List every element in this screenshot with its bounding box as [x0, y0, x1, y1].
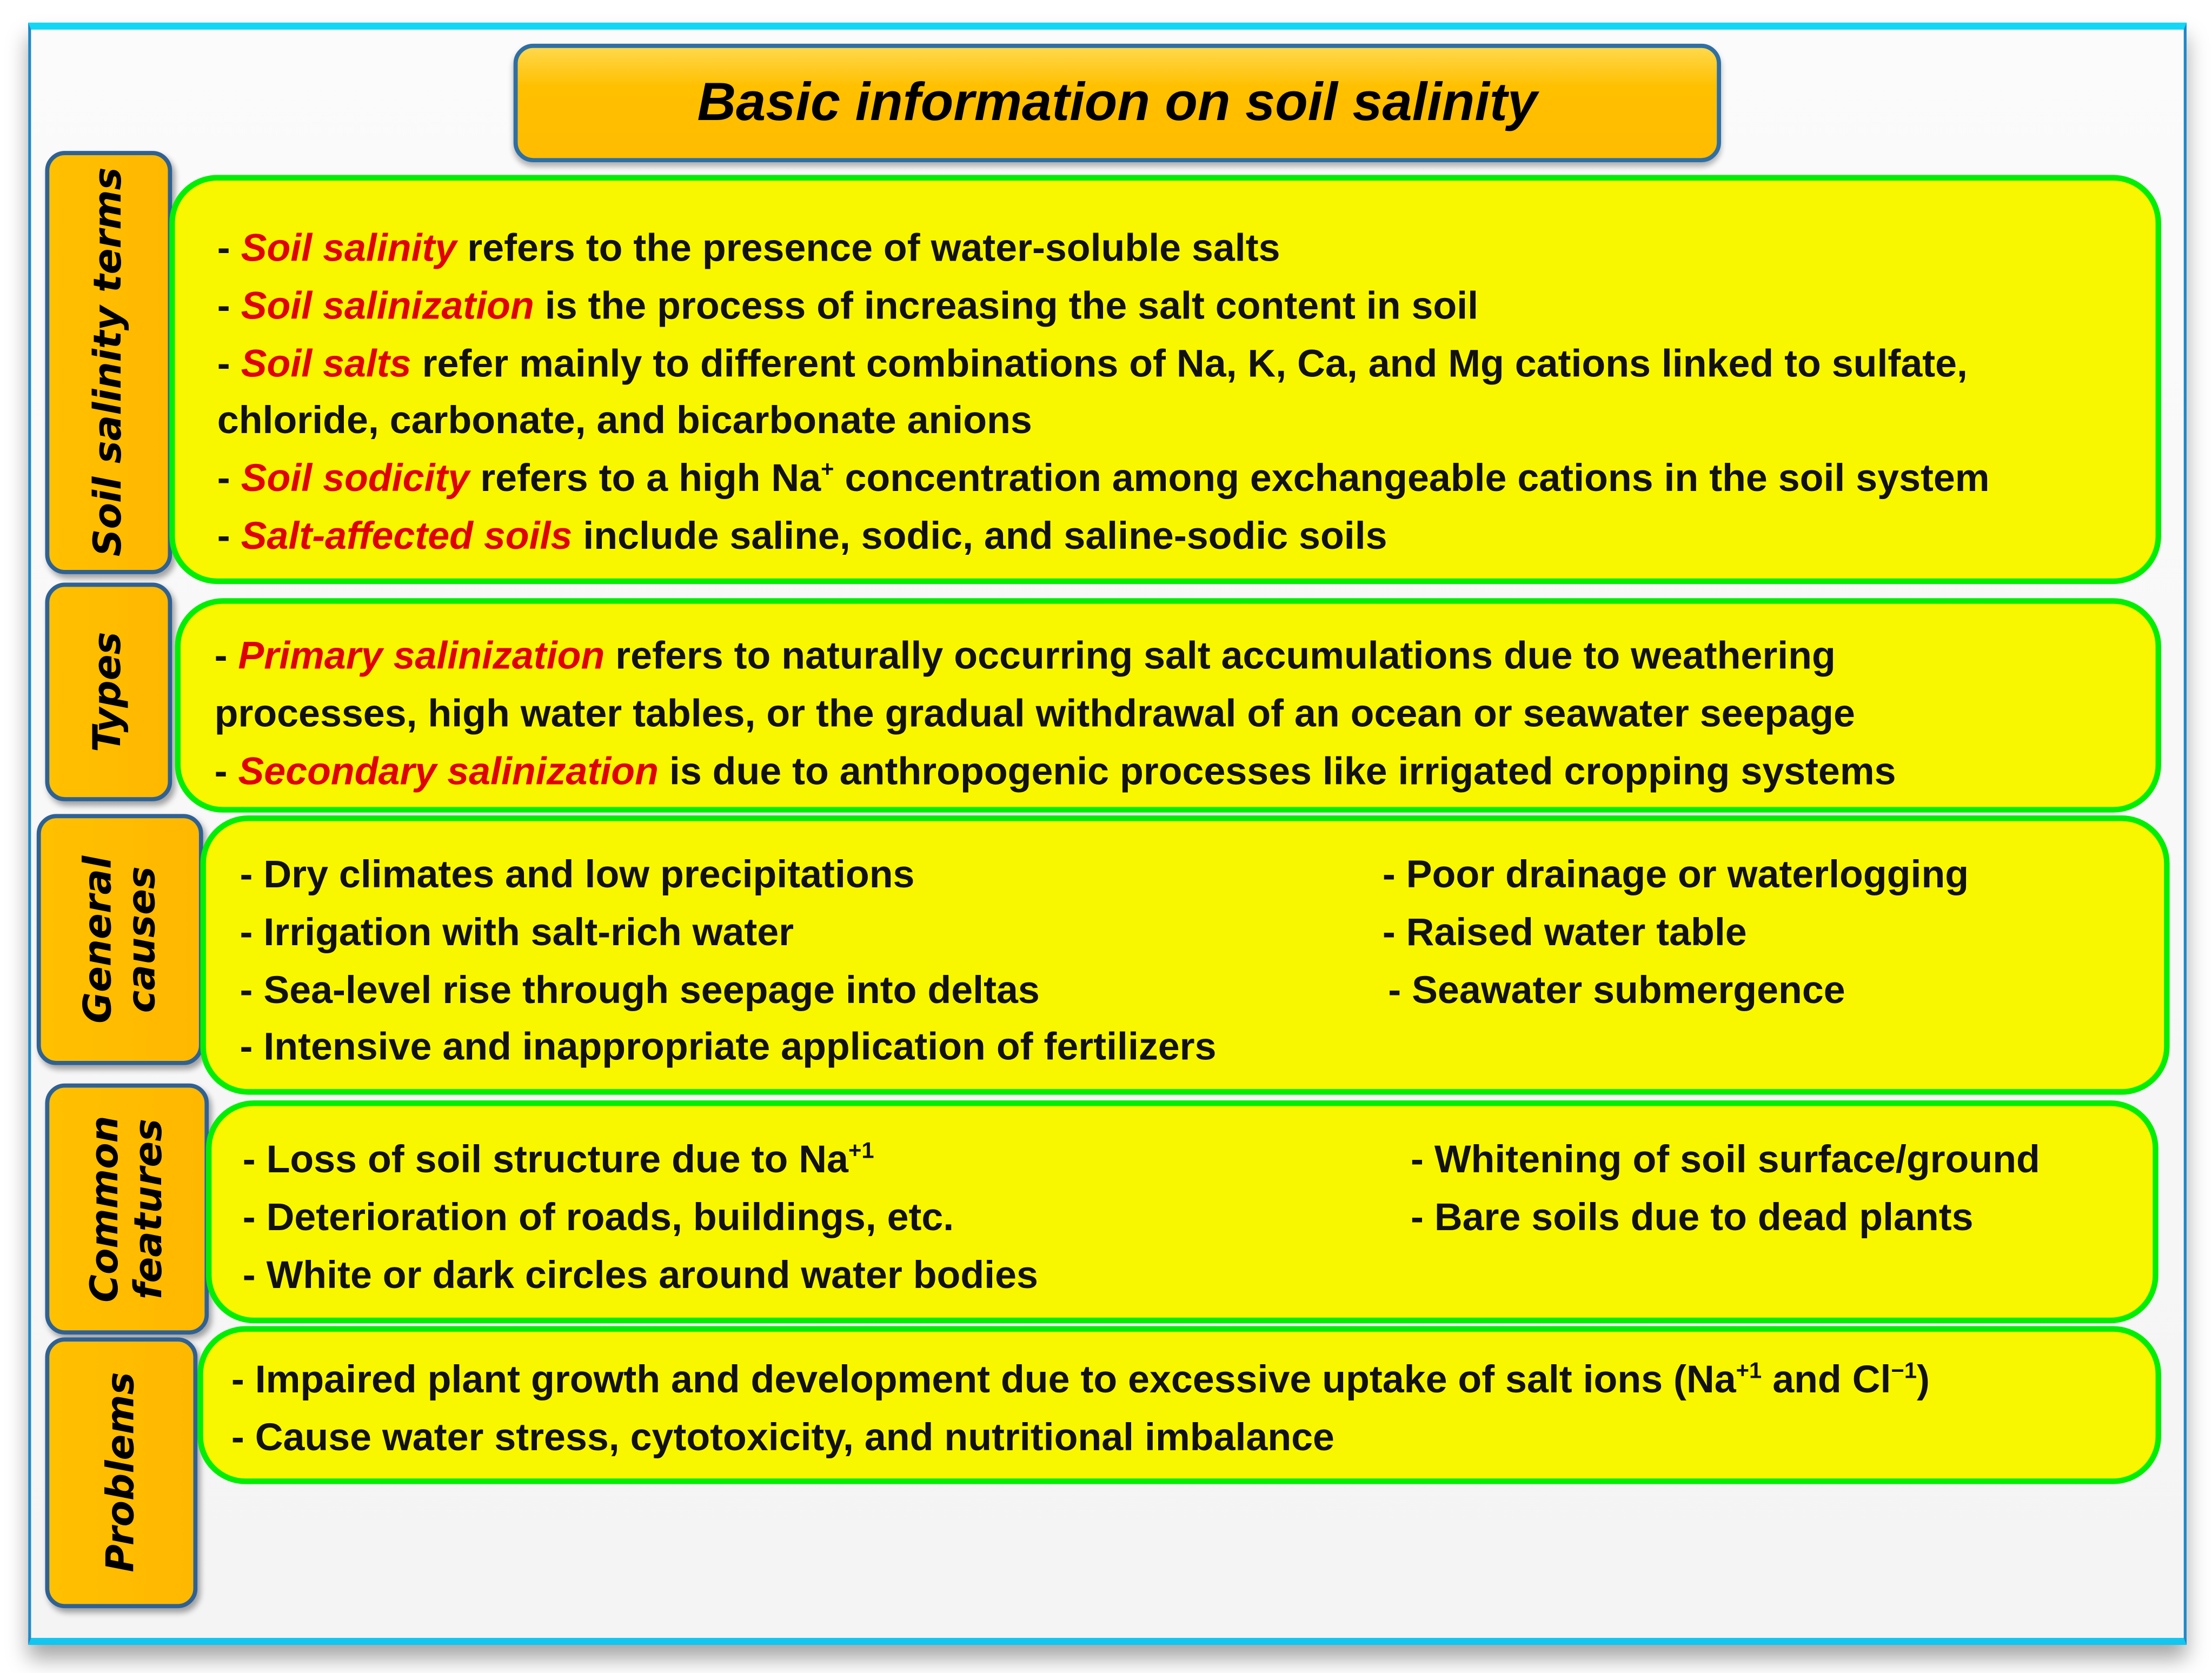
causes-left-column [240, 846, 1217, 1077]
features-left-column [243, 1131, 1038, 1304]
panel-common-features [206, 1100, 2158, 1323]
list-item: - Soil salinization is the process of increasing the salt content in soil [217, 283, 1479, 327]
tab-label: Problems [99, 1372, 143, 1573]
list-item: - Whitening of soil surface/ground [1411, 1137, 2040, 1181]
list-item: - Deterioration of roads, buildings, etc. [242, 1194, 954, 1239]
list-item: - Dry climates and low precipitations [240, 852, 915, 896]
list-item: - Intensive and inappropriate application of fertilizers [240, 1025, 1217, 1069]
tab-soil-salinity-terms [45, 151, 172, 574]
list-item: - Bare soils due to dead plants [1411, 1194, 1974, 1239]
list-item: - Soil salts refer mainly to different combinations of Na, K, Ca, and Mg cations linked to sulfate, [217, 341, 1968, 385]
tab-general-causes [37, 814, 203, 1065]
list-item: - Poor drainage or waterlogging [1382, 852, 1969, 896]
panel-problems [197, 1326, 2161, 1484]
tab-label: Soil salinity terms [87, 168, 131, 557]
causes-right-column [1383, 846, 1969, 1019]
list-item: - Irrigation with salt-rich water [240, 909, 794, 954]
tab-problems [45, 1337, 197, 1608]
list-item: - Seawater submergence [1388, 967, 1845, 1011]
panel-general-causes [200, 815, 2169, 1095]
page-title: Basic information on soil salinity [697, 72, 1538, 132]
title-banner [514, 44, 1721, 162]
list-item: - Cause water stress, cytotoxicity, and nutritional imbalance [231, 1415, 1334, 1459]
list-item: - Primary salinization refers to naturally occurring salt accumulations due to weathering [214, 633, 1836, 678]
tab-common-features [45, 1084, 209, 1335]
list-item: - Secondary salinization is due to anthropogenic processes like irrigated cropping systems [214, 748, 1896, 793]
list-item: - Loss of soil structure due to $Na^{+1}$ [242, 1137, 874, 1181]
panel-soil-salinity-terms [169, 175, 2161, 585]
list-item: - Impaired plant growth and development due to excessive uptake of salt ions ($Na^{+1}$ and $Cl^{-1}$) [231, 1357, 1930, 1401]
features-right-column [1411, 1131, 2040, 1246]
list-item: - Soil salinity refers to the presence of water-soluble salts [217, 225, 1280, 270]
tab-label: Types [87, 632, 131, 752]
list-item: - White or dark circles around water bodies [242, 1252, 1038, 1296]
tab-types [45, 583, 172, 801]
tab-label: General causes [76, 855, 164, 1024]
list-item: - Sea-level rise through seepage into deltas [240, 967, 1040, 1011]
list-item: - Salt-affected soils include saline, sodic, and saline-sodic soils [217, 513, 1387, 557]
list-item-continuation: chloride, carbonate, and bicarbonate anions [217, 398, 1032, 442]
list-item: - Raised water table [1382, 909, 1747, 954]
list-item-continuation: processes, high water tables, or the gradual withdrawal of an ocean or seawater seepage [214, 691, 1855, 735]
list-item: - Soil sodicity refers to a high Na+ concentration among exchangeable cations in the soil system [217, 456, 1990, 500]
panel-types [175, 598, 2161, 813]
tab-label: Common features [83, 1116, 171, 1303]
